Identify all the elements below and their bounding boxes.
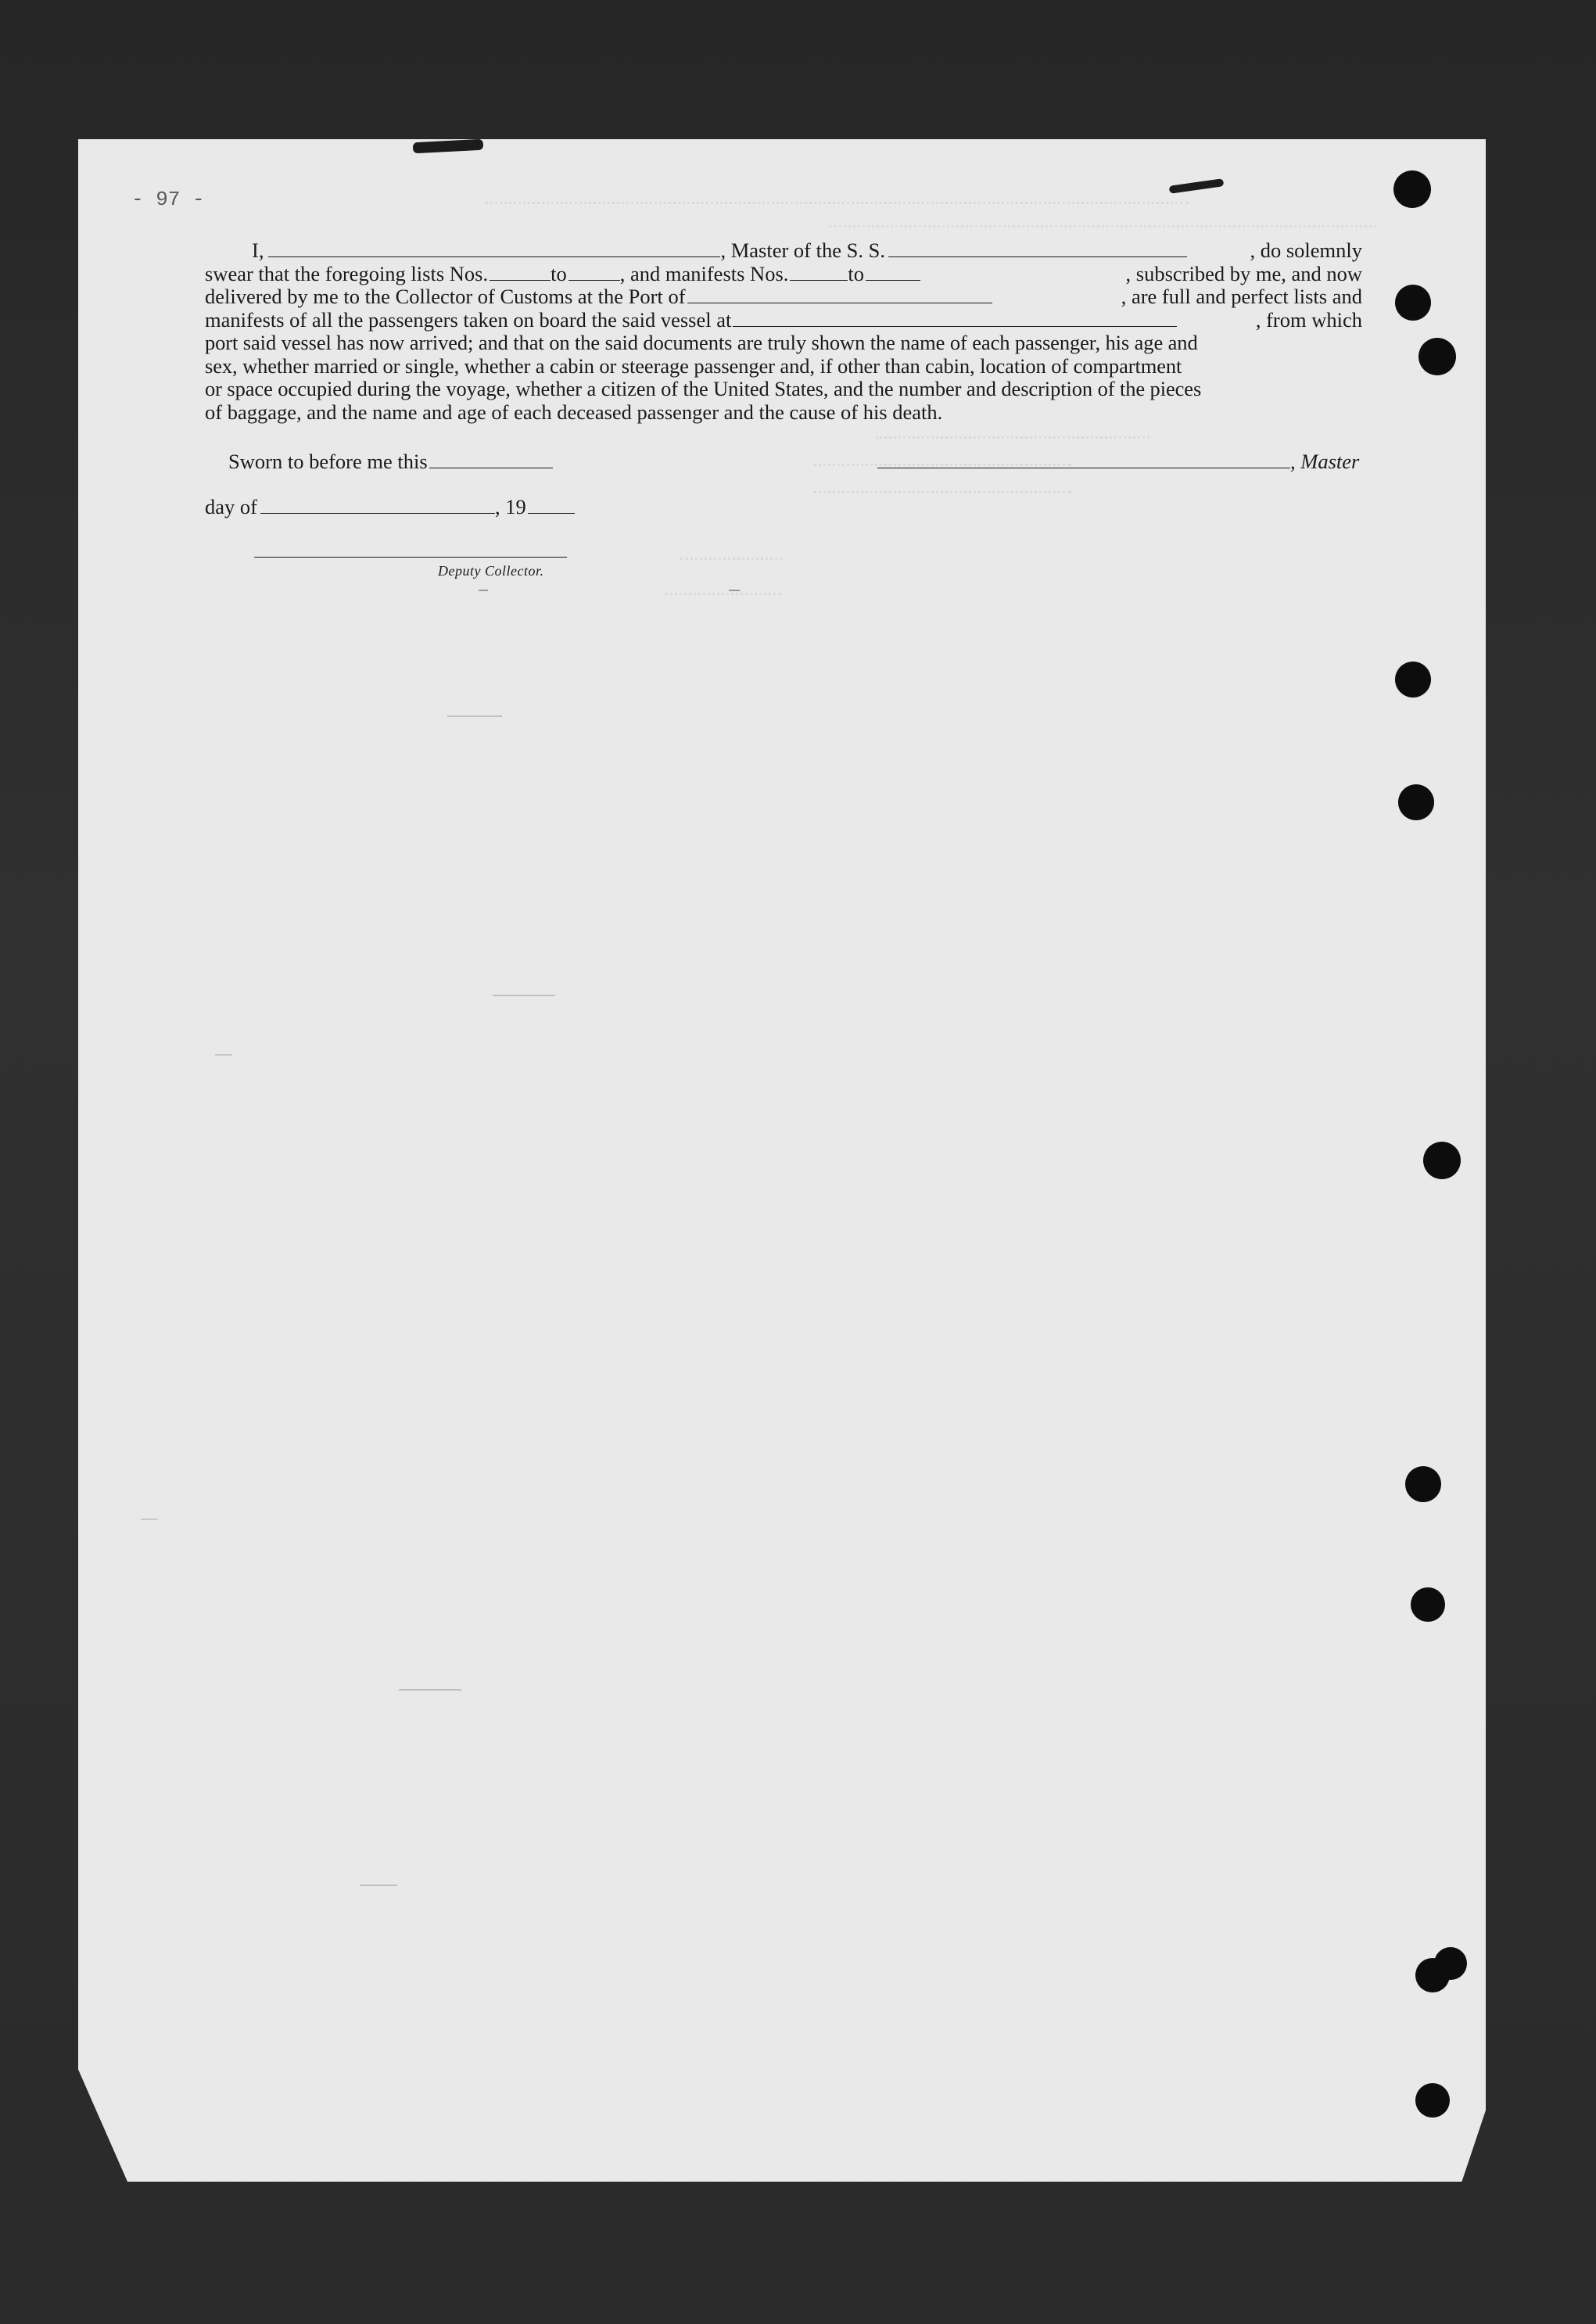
manifests-from-blank[interactable] [790, 264, 848, 281]
day-of-text: day of [205, 495, 257, 518]
sworn-row [228, 450, 553, 474]
oath-line [205, 309, 1362, 332]
punch-hole [1434, 1947, 1467, 1980]
oath-text: swear that the foregoing lists Nos. [205, 261, 489, 285]
deputy-signature-line[interactable] [254, 557, 567, 558]
port-blank[interactable] [687, 287, 992, 303]
lists-from-blank[interactable] [490, 264, 551, 281]
oath-text: manifests of all the passengers taken on board the said vessel at [205, 307, 732, 332]
punch-hole [1395, 285, 1431, 321]
day-of-row [205, 495, 575, 519]
stray-mark [729, 590, 740, 591]
master-signature-row [877, 450, 1359, 474]
oath-line: of baggage, and the name and age of each deceased passenger and the cause of his death. [205, 400, 943, 424]
deputy-collector-label: Deputy Collector. [438, 563, 544, 579]
stray-mark [215, 1054, 232, 1056]
punch-hole [1415, 2083, 1450, 2118]
punch-hole [1398, 784, 1434, 820]
stray-mark [479, 590, 488, 591]
oath-text: I, [252, 238, 264, 262]
master-signature-blank[interactable] [877, 452, 1290, 468]
lists-to-blank[interactable] [568, 264, 620, 281]
oath-text: , do solemnly [1250, 238, 1362, 262]
stray-mark [360, 1885, 397, 1886]
punch-hole [1418, 338, 1456, 375]
oath-line: or space occupied during the voyage, whether a citizen of the United States, and the number and description of the pieces [205, 377, 1202, 400]
punch-hole [1411, 1587, 1445, 1622]
page-number: - 97 - [131, 188, 205, 211]
departure-port-blank[interactable] [733, 310, 1177, 327]
year-blank[interactable] [528, 497, 575, 514]
stray-mark [141, 1519, 158, 1520]
punch-hole [1395, 662, 1431, 698]
stray-mark [399, 1689, 461, 1691]
oath-text: , subscribed by me, and now [1125, 261, 1362, 285]
oath-text: , are full and perfect lists and [1121, 285, 1362, 308]
oath-text: , and manifests Nos. [619, 261, 789, 285]
punch-hole [1393, 170, 1431, 208]
punch-hole [1423, 1142, 1461, 1179]
punch-hole [1405, 1466, 1441, 1502]
oath-paragraph [205, 239, 1362, 424]
oath-line: port said vessel has now arrived; and that on the said documents are truly shown the name of each passenger, his age and [205, 331, 1198, 354]
stray-mark [493, 995, 555, 996]
sworn-text: Sworn to before me this [228, 450, 428, 473]
oath-line [205, 239, 1362, 263]
oath-text: , Master of the S. S. [720, 238, 885, 262]
oath-text: to [551, 261, 567, 285]
stray-mark [447, 715, 502, 717]
month-blank[interactable] [260, 497, 495, 514]
oath-line [205, 285, 1362, 309]
oath-text: to [848, 261, 865, 285]
manifests-to-blank[interactable] [866, 264, 920, 281]
oath-text: , from which [1255, 307, 1362, 332]
master-name-blank[interactable] [268, 241, 720, 257]
oath-line: sex, whether married or single, whether a cabin or steerage passenger and, if other than cabin, location of compartment [205, 353, 1182, 378]
ship-name-blank[interactable] [888, 241, 1187, 257]
oath-line [205, 263, 1362, 286]
year-text: , 19 [494, 495, 526, 518]
master-label: , Master [1290, 450, 1360, 473]
sworn-day-blank[interactable] [429, 452, 553, 468]
oath-text: delivered by me to the Collector of Customs at the Port of [205, 285, 686, 308]
